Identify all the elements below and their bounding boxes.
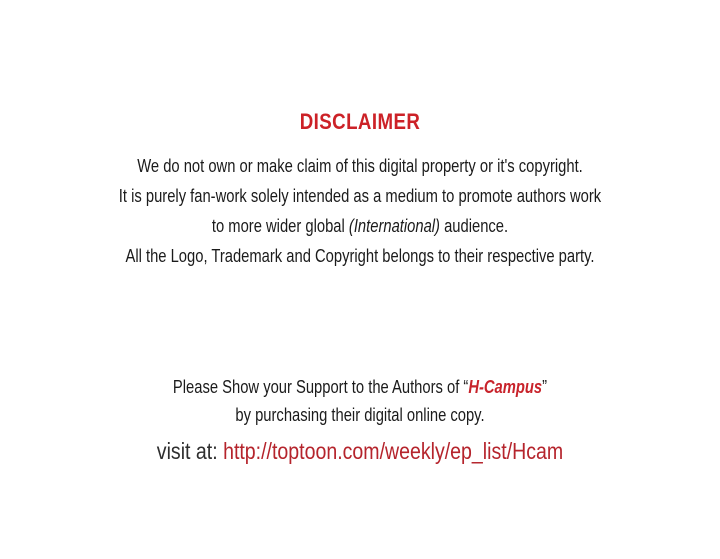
toptoon-url-link[interactable]: http://toptoon.com/weekly/ep_list/Hcam bbox=[223, 438, 564, 464]
disclaimer-line-1: We do not own or make claim of this digital property or it's copyright. bbox=[137, 156, 583, 176]
support-line-1-post: ” bbox=[542, 377, 548, 397]
support-text bbox=[0, 373, 720, 429]
disclaimer-line-2: It is purely fan-work solely intended as a medium to promote authors work bbox=[118, 186, 602, 206]
visit-line bbox=[54, 436, 666, 466]
support-line-2: by purchasing their digital online copy. bbox=[235, 405, 485, 425]
disclaimer-text bbox=[0, 151, 720, 271]
international-emphasis: (International) bbox=[348, 216, 440, 236]
disclaimer-line-3 bbox=[65, 211, 655, 241]
page-title: DISCLAIMER bbox=[299, 109, 421, 134]
series-title: H-Campus bbox=[468, 377, 543, 397]
disclaimer-line-3-post: audience. bbox=[439, 216, 509, 236]
disclaimer-line-3-pre: to more wider global bbox=[211, 216, 349, 236]
disclaimer-line-4: All the Logo, Trademark and Copyright belongs to their respective party. bbox=[125, 246, 595, 266]
support-line-1-pre: Please Show your Support to the Authors of “ bbox=[172, 377, 469, 397]
visit-label: visit at: bbox=[156, 438, 224, 464]
support-line-1 bbox=[65, 373, 655, 401]
